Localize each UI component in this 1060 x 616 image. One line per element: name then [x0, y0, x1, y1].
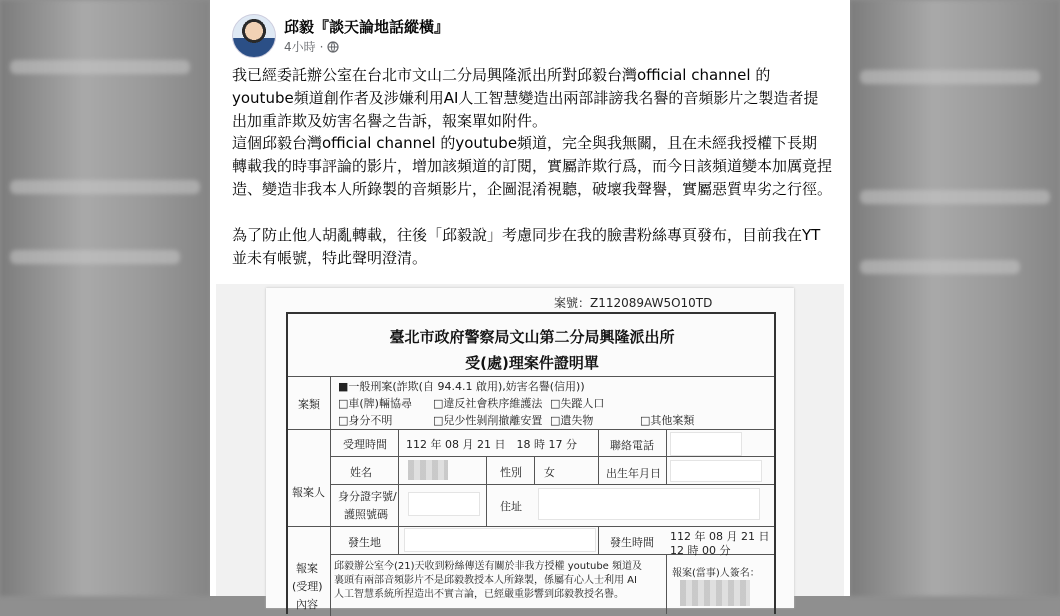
gender-label: 性別 — [500, 466, 522, 479]
case-type-option: □遺失物 — [550, 414, 594, 427]
case-type-selected: ■一般刑案(詐欺(自 94.4.1 啟用),妨害名譽(信用)) — [338, 380, 585, 393]
id-label-line2: 護照號碼 — [344, 508, 388, 521]
redacted-dob — [670, 460, 762, 482]
document-subtitle: 受(處)理案件證明單 — [465, 354, 599, 372]
case-type-label: 案類 — [298, 398, 320, 411]
post-paragraph-2: 這個邱毅台灣official channel 的youtube頻道，完全與我無關，且在未經我授權下長期轉載我的時事評論的影片，增加該頻道的訂閱，實屬詐欺行爲，而今日該頻道變本加厲竟捏造、變造非我本人所錄製的音頻影片，企圖混淆視聽，破壞我聲譽，實屬惡質卑劣之行徑。 — [232, 134, 833, 198]
incident-label-line1: 報案 — [296, 562, 318, 575]
gender-value: 女 — [544, 466, 555, 479]
contact-label: 聯絡電話 — [610, 439, 654, 452]
case-type-option: □失蹤人口 — [550, 397, 605, 410]
incident-content-line2: 裏頭有兩部音頻影片不是邱毅教授本人所錄製，係屬有心人士利用 AI — [334, 575, 637, 586]
location-label: 發生地 — [348, 536, 381, 549]
background-blur-right — [850, 0, 1060, 596]
post-paragraph-3: 為了防止他人胡亂轉載，往後「邱毅說」考慮同步在我的臉書粉絲專頁發布，目前我在YT並未有帳號，特此聲明澄清。 — [232, 226, 821, 267]
received-time-label: 受理時間 — [343, 438, 387, 451]
incident-content-line1: 邱毅辦公室今(21)天收到粉絲傳送有關於非我方授權 youtube 頻道及 — [334, 561, 643, 572]
facebook-post — [210, 0, 850, 611]
occur-date: 112 年 08 月 21 日 — [670, 530, 770, 543]
address-label: 住址 — [500, 500, 522, 513]
id-label-line1: 身分證字號/ — [338, 490, 397, 503]
case-type-option: □車(牌)輛協尋 — [338, 397, 412, 410]
case-type-option: □其他案類 — [640, 414, 695, 427]
case-type-option: □兒少性剝削撤離安置 — [433, 414, 543, 427]
post-paragraph-1: 我已經委託辦公室在台北市文山二分局興隆派出所對邱毅台灣official channel 的youtube頻道創作者及涉嫌利用AI人工智慧變造出兩部誹謗我名譽的音頻影片之製造者提出加重詐欺及妨害名譽之告訴，報案單如附件。 — [232, 66, 819, 130]
document-title: 臺北市政府警察局文山第二分局興隆派出所 — [389, 328, 675, 346]
case-number: 案號：Z112089AW5O10TD — [554, 296, 713, 310]
globe-icon — [327, 41, 339, 53]
redacted-location — [404, 528, 596, 552]
incident-content-line3: 人工智慧系統所捏造出不實言論，已經嚴重影響到邱毅教授名譽。 — [334, 589, 624, 600]
case-certificate-document — [266, 288, 794, 611]
certificate-table — [286, 312, 776, 614]
post-meta — [284, 38, 339, 55]
post-time[interactable]: 4小時 — [284, 40, 316, 54]
attached-photo[interactable] — [216, 284, 844, 611]
dob-label: 出生年月日 — [606, 467, 661, 480]
occur-time-label: 發生時間 — [610, 536, 654, 549]
case-type-option: □身分不明 — [338, 414, 393, 427]
author-name[interactable]: 邱毅『談天論地話縱橫』 — [284, 18, 450, 36]
name-label: 姓名 — [350, 466, 372, 479]
background-blur-left — [0, 0, 210, 596]
meta-separator: · — [319, 39, 324, 54]
case-type-option: □違反社會秩序維護法 — [433, 397, 543, 410]
incident-label-line2: (受理) — [292, 580, 323, 593]
redacted-phone — [670, 432, 742, 456]
reporter-label: 報案人 — [292, 486, 325, 499]
author-avatar[interactable] — [232, 14, 276, 58]
signer-label: 報案(當事)人簽名： — [672, 568, 760, 579]
incident-label-line3: 內容 — [296, 598, 318, 611]
redacted-signature — [680, 580, 750, 606]
occur-hour: 12 時 00 分 — [670, 544, 731, 557]
redacted-id — [408, 492, 480, 516]
received-time-value: 112 年 08 月 21 日 18 時 17 分 — [406, 438, 577, 451]
redacted-address — [538, 488, 760, 520]
redacted-name — [408, 460, 448, 480]
